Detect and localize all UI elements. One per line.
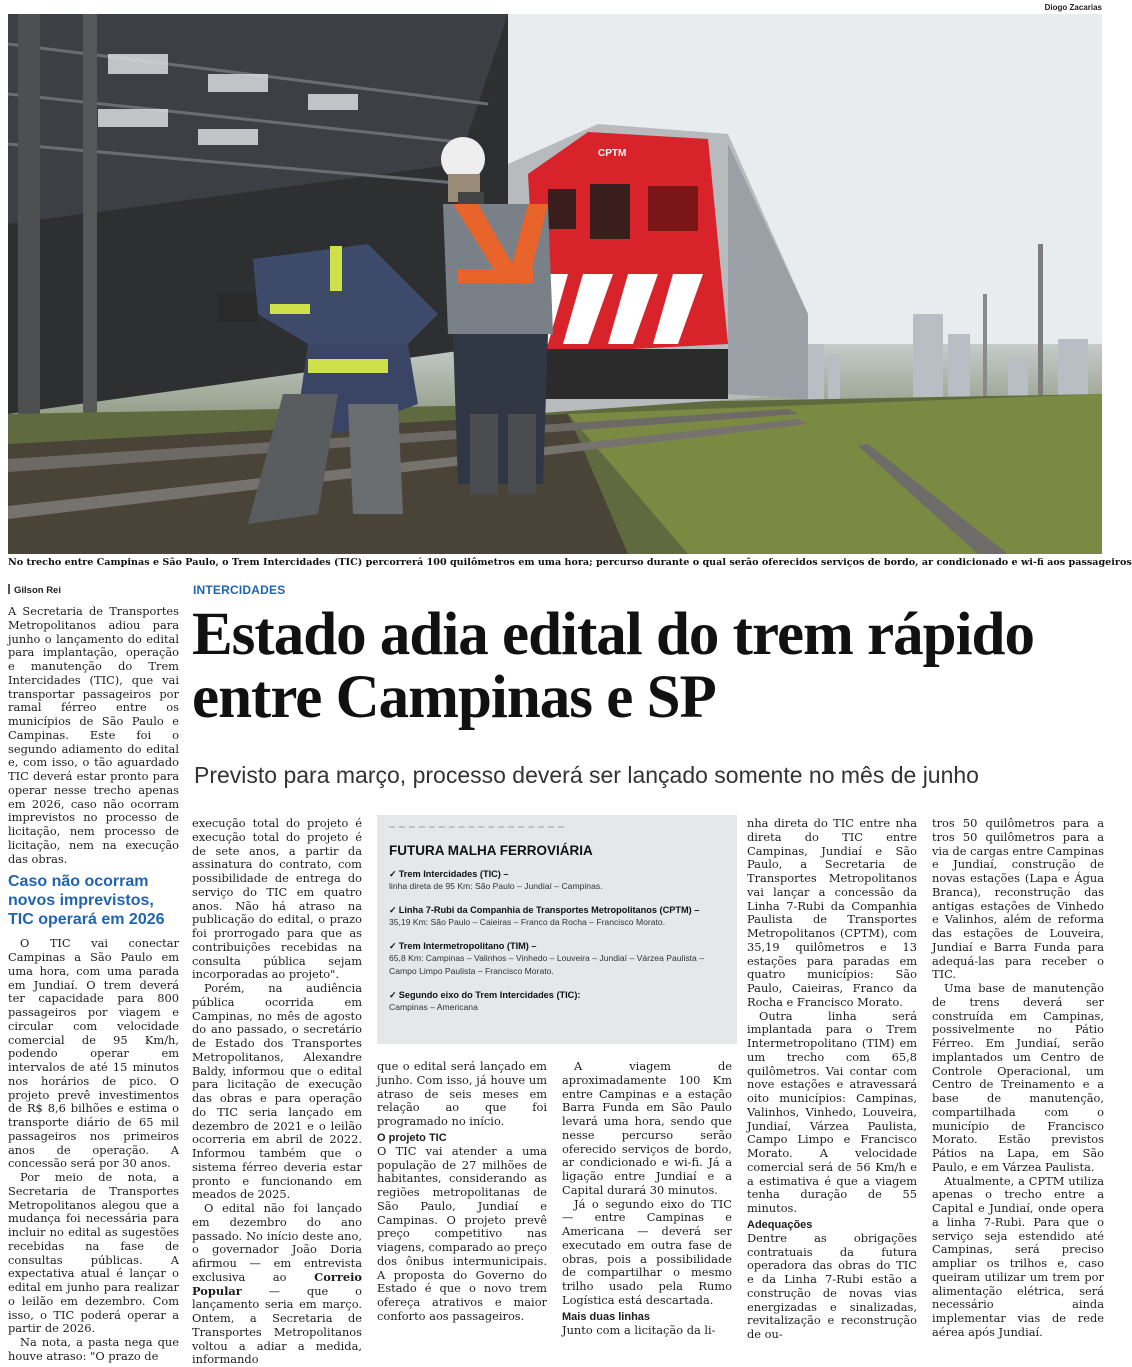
article-column-5 xyxy=(747,816,917,1341)
newspaper-name: Correio Popular xyxy=(192,1269,362,1298)
section-tag: INTERCIDADES xyxy=(193,583,286,597)
box-item xyxy=(389,989,725,1014)
item-name: Trem Intercidades (TIC) – xyxy=(398,869,509,879)
paragraph: que o edital será lançado em junho. Com isso, já houve um atraso de seis meses em relação ao que foi programado no início. xyxy=(377,1059,547,1128)
item-description: 35,19 Km: São Paulo – Caieiras – Franco da Rocha – Francisco Morato. xyxy=(389,917,666,927)
paragraph-heading: Mais duas linhas xyxy=(562,1310,651,1323)
paragraph-text: O edital não foi lançado em dezembro do ano passado. No início deste ano, o governador João Doria afirmou — em entrevista exclusiva ao xyxy=(192,1201,362,1284)
byline-bar xyxy=(8,584,10,594)
paragraph: Uma base de manutenção de trens deverá ser construída em Campinas, possivelmente no Pátio Férreo. Em Jundiaí, serão implantados um Centro de Controle Operacional, um Centro de Treinamento e a base de manutenção, compartilhada com o município de Francisco Morato. Estão previstos Pátios na Lapa, em São Paulo, e em Várzea Paulista. xyxy=(932,981,1104,1174)
paragraph-text: — que o lançamento seria em março. Ontem, a Secretaria de Transportes Metropolitanos voltou a adiar a medida, informando xyxy=(192,1283,362,1367)
article-column-6 xyxy=(932,816,1104,1339)
paragraph: Porém, na audiência pública ocorrida em Campinas, no mês de agosto do ano passado, o secretário de Estado dos Transportes Metropolitanos, Alexandre Baldy, informou que o edital para licitação de execução das obras e para operação do TIC seria lançado em dezembro de 2021 e o leilão ocorreria em abril de 2022. Informou também que o sistema férreo deveria estar pronto e funcionando em meados de 2025. xyxy=(192,981,362,1202)
author-name: Gilson Rei xyxy=(14,585,61,596)
check-icon: ✓ xyxy=(389,905,397,915)
paragraph: Por meio de nota, a Secretaria de Transportes Metropolitanos alegou que a mudança foi necessária para incluir no edital as sugestões recebidas na fase de consultas públicas. A expectativa atual é lançar o edital em junho para realizar o leilão em dezembro. Com isso, o TIC poderá operar a partir de 2026. xyxy=(8,1170,179,1336)
paragraph: nha direta do TIC entre nha direta do TIC entre Campinas, Jundiaí e São Paulo, a Secretaria de Transportes Metropolitanos vai lançar a concessão da Linha 7-Rubi da Companhia Paulista de Transportes Metropolitanos (CPTM), com 35,19 quilômetros e 13 estações para paradas em quatro municípios: São Paulo, Caieiras, Franco da Rocha e Francisco Morato. xyxy=(747,816,917,1009)
article-column-4 xyxy=(562,1059,732,1337)
item-name: Trem Intermetropolitano (TIM) – xyxy=(398,941,537,951)
box-item xyxy=(389,868,725,893)
item-description: linha direta de 95 Km: São Paulo – Jundiaí – Campinas. xyxy=(389,881,603,891)
subheadline: Previsto para março, processo deverá ser lançado somente no mês de junho xyxy=(194,762,979,788)
box-item xyxy=(389,904,725,929)
paragraph: tros 50 quilômetros para a tros 50 quilômetros para a via de cargas entre Campinas e Jundiaí, construção de novas estações (Lapa e Água Branca), reconstrução das antigas estações de Vinhedo e Valinhos, além de reforma das estações de Louveira, Jundiaí e Barra Funda para adequá-las para receber o TIC. xyxy=(932,816,1104,982)
byline xyxy=(8,584,61,596)
intertitle: Caso não ocorram novos imprevistos, TIC operará em 2026 xyxy=(8,873,165,929)
paragraph: Outra linha será implantada para o Trem Intermetropolitano (TIM) em um trecho com 65,8 quilômetros. Vai contar com nove estações e atravessará oito municípios: Campinas, Valinhos, Vinhedo, Louveira, Jundiaí, Várzea Paulista, Campo Limpo e Francisco Morato. A velocidade comercial será de 56 Km/h e a estimativa é que a viagem tenha duração de 55 minutos. xyxy=(747,1008,917,1215)
paragraph: Na nota, a pasta nega que houve atraso: "O prazo de xyxy=(8,1335,179,1363)
paragraph: O TIC vai atender a uma população de 27 milhões de habitantes, considerando as regiões metropolitanas de São Paulo, Jundiaí e Campinas. O projeto prevê preço competitivo nas viagens, comparado ao preço dos ônibus intermunicipais. A proposta do Governo do Estado é que o novo trem ofereça atrativos e maior conforto aos passageiros. xyxy=(377,1143,547,1323)
news-photo xyxy=(8,14,1102,554)
photo-credit: Diogo Zacarias xyxy=(1044,3,1102,12)
paragraph-heading: O projeto TIC xyxy=(377,1131,447,1144)
item-description: Campinas – Americana xyxy=(389,1002,478,1012)
photo-caption: No trecho entre Campinas e São Paulo, o Trem Intercidades (TIC) percorrerá 100 quilômetros em uma hora; percurso durante o qual serão oferecidos serviços de bordo, ar condicionado e wi-fi aos passageiros xyxy=(8,557,1132,568)
box-item xyxy=(389,940,725,978)
item-description: 65,8 Km: Campinas – Valinhos – Vinhedo – Louveira – Jundiaí – Várzea Paulista – Campo Limpo Paulista – Francisco Morato. xyxy=(389,953,704,976)
paragraph: Dentre as obrigações contratuais da futura operadora das obras do TIC e da Linha 7-Rubi estão a construção de novas vias energizadas e sinalizadas, revitalização e reconstrução de ou- xyxy=(747,1230,917,1341)
info-box xyxy=(377,815,737,1044)
paragraph: Junto com a licitação da li- xyxy=(562,1322,716,1337)
paragraph: O TIC vai conectar Campinas a São Paulo em uma hora, com uma parada em Jundiaí. O trem deverá ter capacidade para 800 passageiros por viagem e circular com velocidade comercial de 95 Km/h, podendo operar em intervalos de até 15 minutos nos horários de pico. O projeto prevê investimentos de R$ 8,6 bilhões e estima o transporte diário de 65 mil passageiros nos primeiros anos de operação. A concessão será por 30 anos. xyxy=(8,936,179,1171)
check-icon: ✓ xyxy=(389,941,397,951)
box-divider xyxy=(389,826,564,834)
train-track-photo xyxy=(8,14,1102,554)
paragraph: Atualmente, a CPTM utiliza apenas o trecho entre a Capital e Jundiaí, onde opera a linha 7-Rubi. Para que o serviço seja estendido até Campinas, será preciso ampliar os trilhos e, caso queiram utilizar um trem por alimentação elétrica, será necessário ainda implementar vias de rede aérea após Jundiaí. xyxy=(932,1173,1104,1339)
box-title: FUTURA MALHA FERROVIÁRIA xyxy=(389,843,593,858)
item-name: Segundo eixo do Trem Intercidades (TIC): xyxy=(398,990,581,1000)
article-column-3 xyxy=(377,1060,547,1327)
check-icon: ✓ xyxy=(389,869,397,879)
train-logo: CPTM xyxy=(598,148,627,159)
item-name: Linha 7-Rubi da Companhia de Transportes Metropolitanos (CPTM) – xyxy=(398,905,700,915)
paragraph: execução total do projeto é execução total do projeto é de sete anos, a partir da assinatura do contrato, com possibilidade de entrega do serviço do TIC em quatro anos. Não há atraso na publicação do edital, o prazo foi prorrogado para que as contribuições recebidas na consulta pública sejam incorporadas ao projeto". xyxy=(192,816,362,982)
headline: Estado adia edital do trem rápido entre Campinas e SP xyxy=(192,601,1034,731)
paragraph xyxy=(192,1202,362,1367)
paragraph: A viagem de aproximadamente 100 Km entre Campinas e a estação Barra Funda em São Paulo levará uma hora, sendo que nesse percurso serão oferecido serviços de bordo, ar condicionado e wi-fi. Já a ligação entre Jundiaí e a Capital durará 30 minutos. xyxy=(562,1059,732,1197)
check-icon: ✓ xyxy=(389,990,397,1000)
paragraph-heading: Adequações xyxy=(747,1218,813,1231)
paragraph: A Secretaria de Transportes Metropolitanos adiou para junho o lançamento do edital para implantação, operação e manutenção do Trem Intercidades (TIC), que vai transportar passageiros por ramal férreo entre os municípios de São Paulo e Campinas. Este foi o segundo adiamento do edital e, com isso, o tão aguardado TIC deverá estar pronto para operar nesse trecho apenas em 2026, caso não ocorram imprevistos no processo de licitação, nem processo de licitação, nem na execução das obras. xyxy=(8,604,179,866)
article-column-1 xyxy=(8,604,179,1363)
paragraph: Já o segundo eixo do TIC — entre Campinas e Americana — deverá ser executado em outra fase de obras, pois a possibilidade de compartilhar o mesmo trilho usado pela Rumo Logística está descartada. xyxy=(562,1196,732,1307)
article-column-2 xyxy=(192,816,362,1367)
